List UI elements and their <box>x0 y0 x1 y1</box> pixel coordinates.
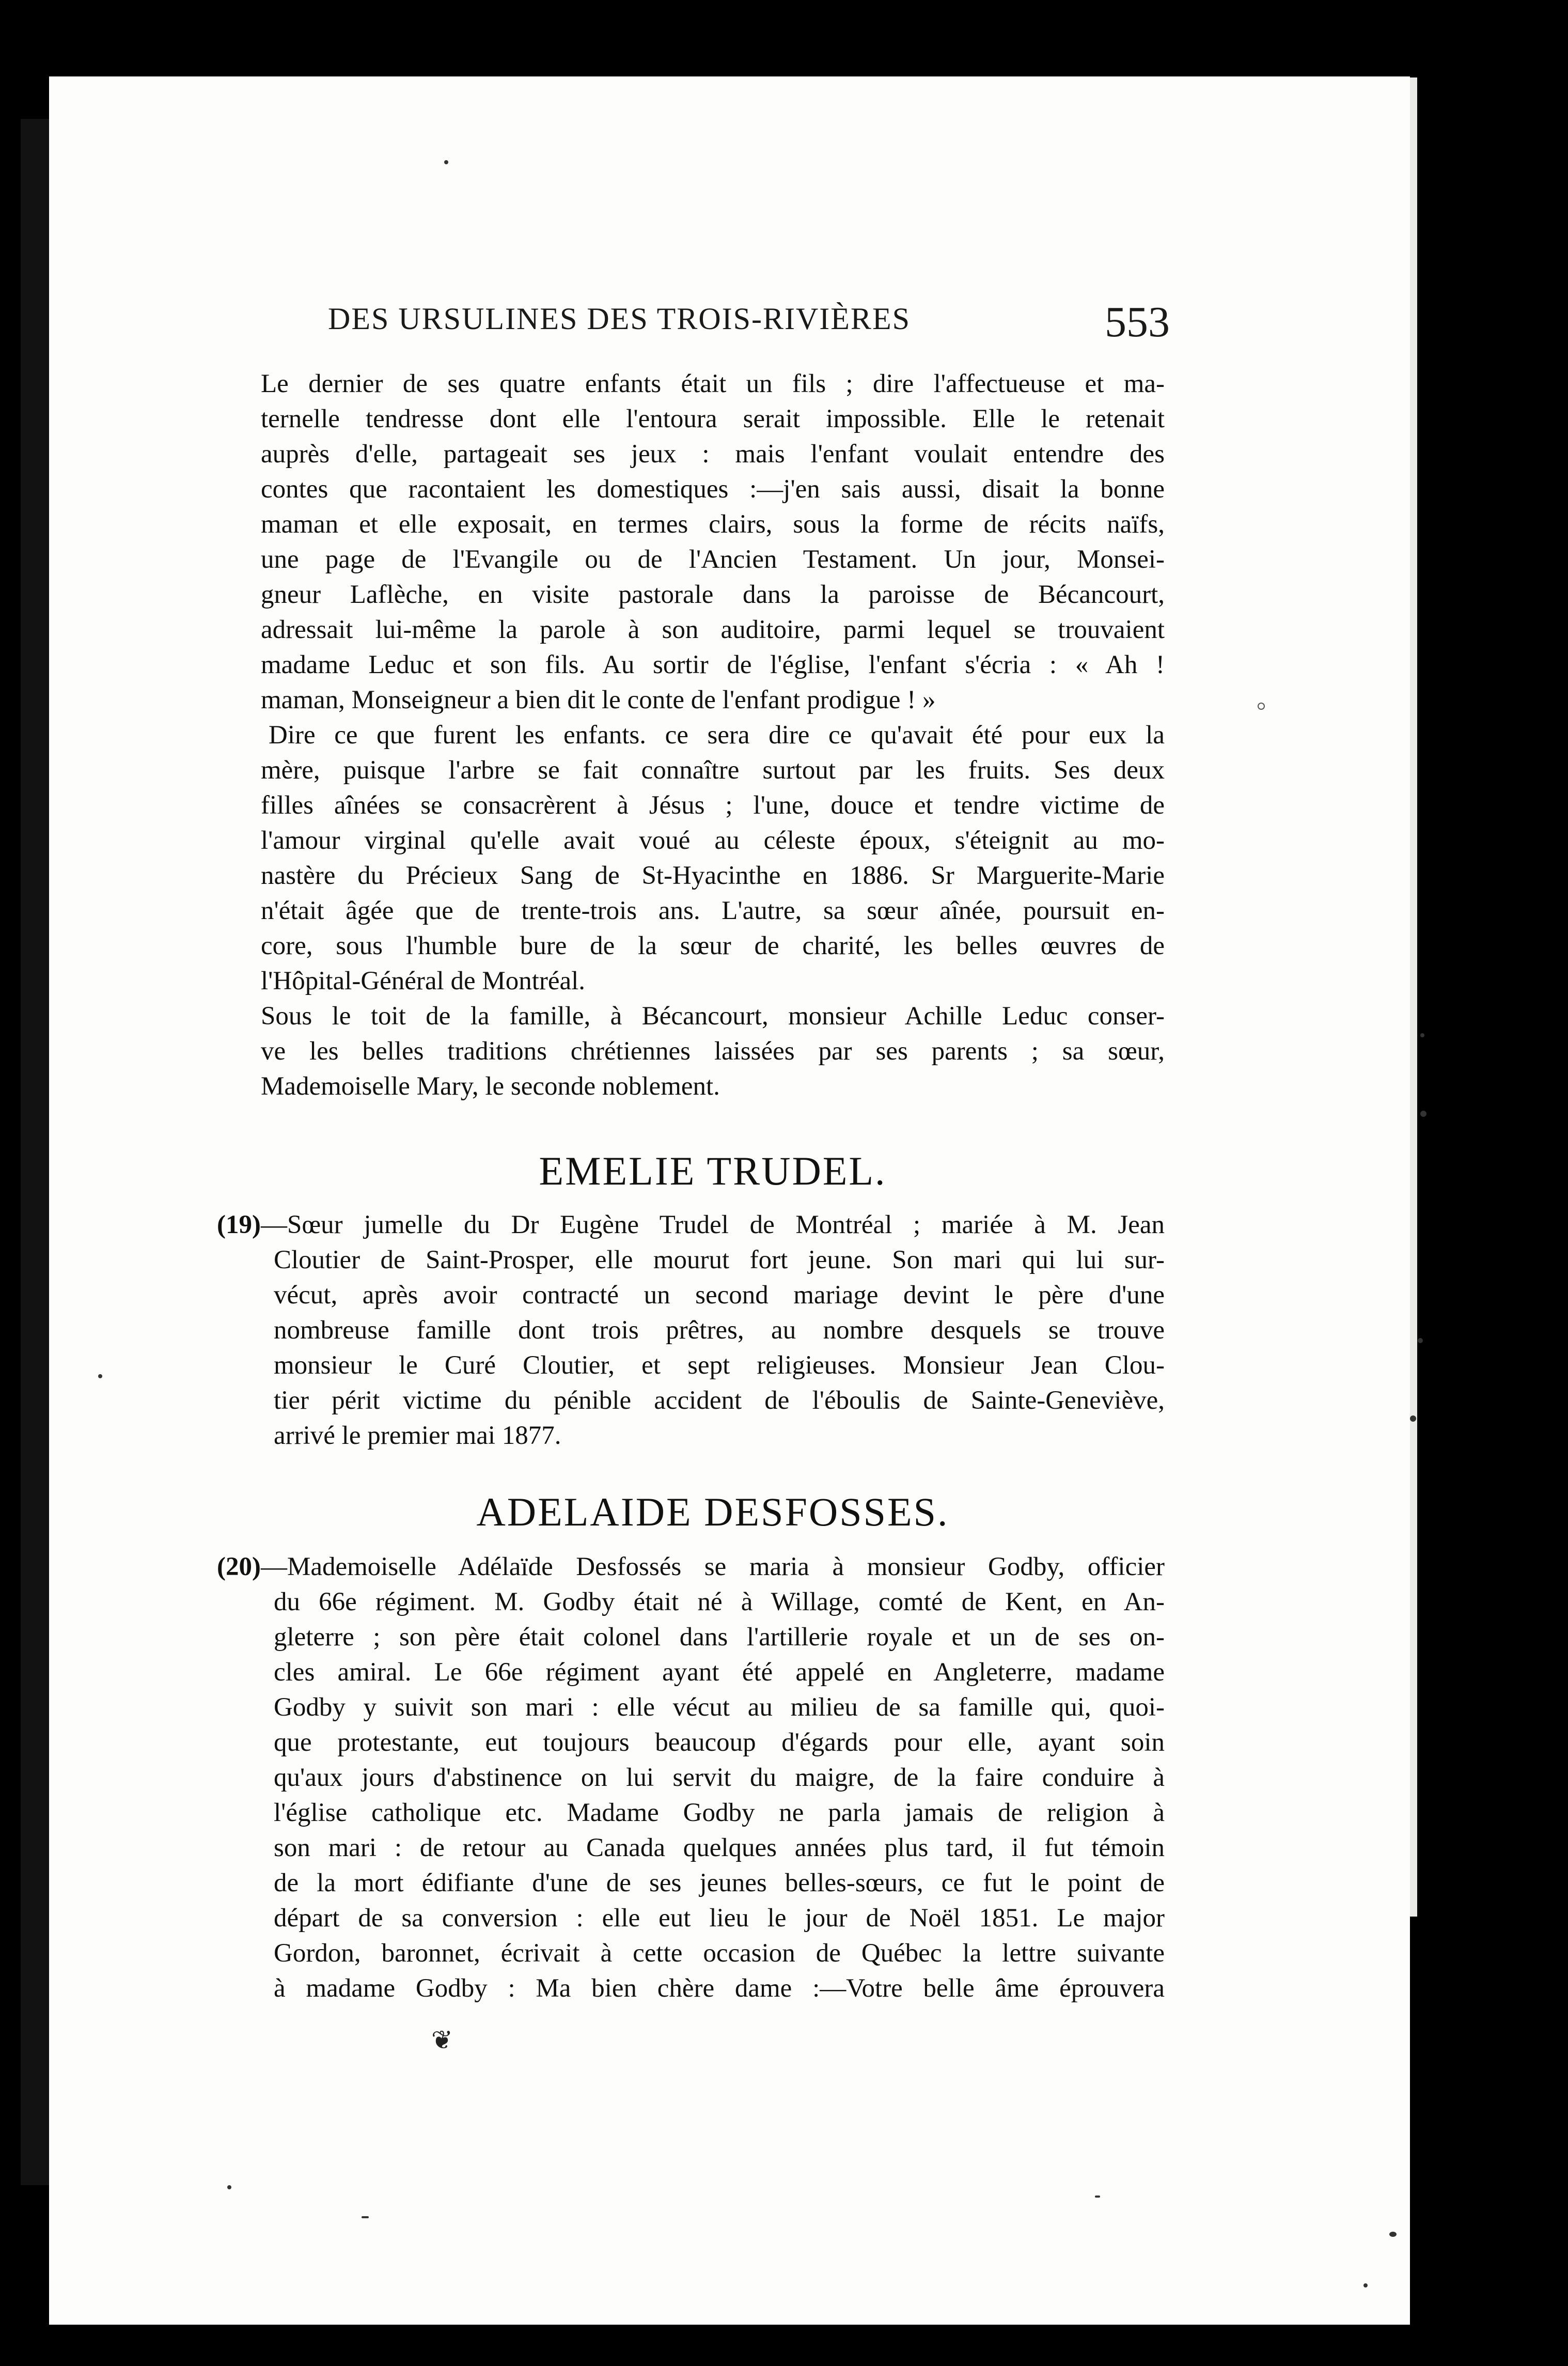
text-line: une page de l'Evangile ou de l'Ancien Testament. Un jour, Monsei- <box>261 545 1165 574</box>
text-line: à madame Godby : Ma bien chère dame :—Votre belle âme éprouvera <box>274 1974 1165 2003</box>
text-line: Sous le toit de la famille, à Bécancourt, monsieur Achille Leduc conser- <box>261 1002 1165 1031</box>
text-line: cles amiral. Le 66e régiment ayant été appelé en Angleterre, madame <box>274 1658 1165 1687</box>
text-line: core, sous l'humble bure de la sœur de charité, les belles œuvres de <box>261 931 1165 960</box>
text-line: départ de sa conversion : elle eut lieu le jour de Noël 1851. Le major <box>274 1904 1165 1933</box>
text-line: Godby y suivit son mari : elle vécut au milieu de sa famille qui, quoi- <box>274 1693 1165 1722</box>
footnote-number: (19) <box>217 1210 261 1239</box>
text-line: nastère du Précieux Sang de St-Hyacinthe en 1886. Sr Marguerite-Marie <box>261 861 1165 890</box>
scan-speck <box>1095 2196 1100 2198</box>
scan-speck <box>1389 2232 1397 2237</box>
footnote-line <box>217 1209 1165 1241</box>
text-line: nombreuse famille dont trois prêtres, au nombre desquels se trouve <box>274 1316 1165 1345</box>
text-line: Gordon, baronnet, écrivait à cette occasion de Québec la lettre suivante <box>274 1939 1165 1968</box>
text-line: mère, puisque l'arbre se fait connaître surtout par les fruits. Ses deux <box>261 756 1165 785</box>
text-line: n'était âgée que de trente-trois ans. L'autre, sa sœur aînée, poursuit en- <box>261 896 1165 925</box>
text-line: contes que racontaient les domestiques :—j'en sais aussi, disait la bonne <box>261 475 1165 504</box>
scan-speck <box>444 160 448 164</box>
text-line: qu'aux jours d'abstinence on lui servit du maigre, de la faire conduire à <box>274 1763 1165 1792</box>
text-line: l'église catholique etc. Madame Godby ne parla jamais de religion à <box>274 1798 1165 1827</box>
running-head <box>281 297 1170 344</box>
text-line: Mademoiselle Mary, le seconde noblement. <box>261 1072 720 1101</box>
scan-speck <box>227 2185 231 2189</box>
text-line: maman, Monseigneur a bien dit le conte de l'enfant prodigue ! » <box>261 686 936 714</box>
text-line: tier périt victime du pénible accident de l'éboulis de Sainte-Geneviève, <box>274 1386 1165 1415</box>
text-line: l'Hôpital-Général de Montréal. <box>261 967 586 995</box>
text-line: adressait lui-même la parole à son auditoire, parmi lequel se trouvaient <box>261 615 1165 644</box>
text-line: ternelle tendresse dont elle l'entoura serait impossible. Elle le retenait <box>261 404 1165 433</box>
text-line: filles aînées se consacrèrent à Jésus ; l'une, douce et tendre victime de <box>261 791 1165 820</box>
footnote-number: (20) <box>217 1552 261 1581</box>
scan-speck <box>98 1374 102 1378</box>
text-line: de la mort édifiante d'une de ses jeunes belles-sœurs, ce fut le point de <box>274 1869 1165 1897</box>
scan-speck <box>1258 703 1265 710</box>
text-line: maman et elle exposait, en termes clairs, sous la forme de récits naïfs, <box>261 510 1165 539</box>
footnote-text: —Sœur jumelle du Dr Eugène Trudel de Montréal ; mariée à M. Jean <box>260 1210 1165 1239</box>
text-line: gneur Laflèche, en visite pastorale dans la paroisse de Bécancourt, <box>261 580 1165 609</box>
scan-speck <box>1363 2283 1368 2287</box>
text-line: que protestante, eut toujours beaucoup d'égards pour elle, ayant soin <box>274 1728 1165 1757</box>
scan-speck <box>362 2216 369 2218</box>
footnote-line <box>217 1551 1165 1583</box>
scan-speck <box>1420 1033 1424 1037</box>
scan-speck <box>1418 1338 1423 1343</box>
scan-speck <box>1420 1111 1426 1117</box>
text-line: Dire ce que furent les enfants. ce sera dire ce qu'avait été pour eux la <box>269 721 1165 750</box>
section-heading: ADELAIDE DESFOSSES. <box>476 1489 949 1534</box>
section-heading: EMELIE TRUDEL. <box>539 1148 887 1193</box>
text-line: Le dernier de ses quatre enfants était un fils ; dire l'affectueuse et ma- <box>261 369 1165 398</box>
text-line: gleterre ; son père était colonel dans l'artillerie royale et un de ses on- <box>274 1623 1165 1652</box>
page-number: 553 <box>1105 298 1170 346</box>
text-line: auprès d'elle, partageait ses jeux : mais l'enfant voulait entendre des <box>261 440 1165 469</box>
text-line: l'amour virginal qu'elle avait voué au céleste époux, s'éteignit au mo- <box>261 826 1165 855</box>
text-line: arrivé le premier mai 1877. <box>274 1421 561 1450</box>
page-edge <box>1410 77 1417 1917</box>
text-line: son mari : de retour au Canada quelques années plus tard, il fut témoin <box>274 1833 1165 1862</box>
book-binding-edge <box>21 119 52 2185</box>
ink-blot-mark: ❦ <box>431 2026 453 2054</box>
text-line: madame Leduc et son fils. Au sortir de l'église, l'enfant s'écria : « Ah ! <box>261 650 1165 679</box>
footnote-text: —Mademoiselle Adélaïde Desfossés se maria à monsieur Godby, officier <box>260 1552 1165 1581</box>
running-head-title: DES URSULINES DES TROIS-RIVIÈRES <box>328 302 911 336</box>
text-line: monsieur le Curé Cloutier, et sept religieuses. Monsieur Jean Clou- <box>274 1351 1165 1380</box>
text-line: Cloutier de Saint-Prosper, elle mourut fort jeune. Son mari qui lui sur- <box>274 1246 1165 1274</box>
text-line: vécut, après avoir contracté un second mariage devint le père d'une <box>274 1281 1165 1310</box>
scan-speck <box>1410 1415 1416 1422</box>
text-line: ve les belles traditions chrétiennes laissées par ses parents ; sa sœur, <box>261 1037 1165 1066</box>
text-line: du 66e régiment. M. Godby était né à Willage, comté de Kent, en An- <box>274 1587 1165 1616</box>
